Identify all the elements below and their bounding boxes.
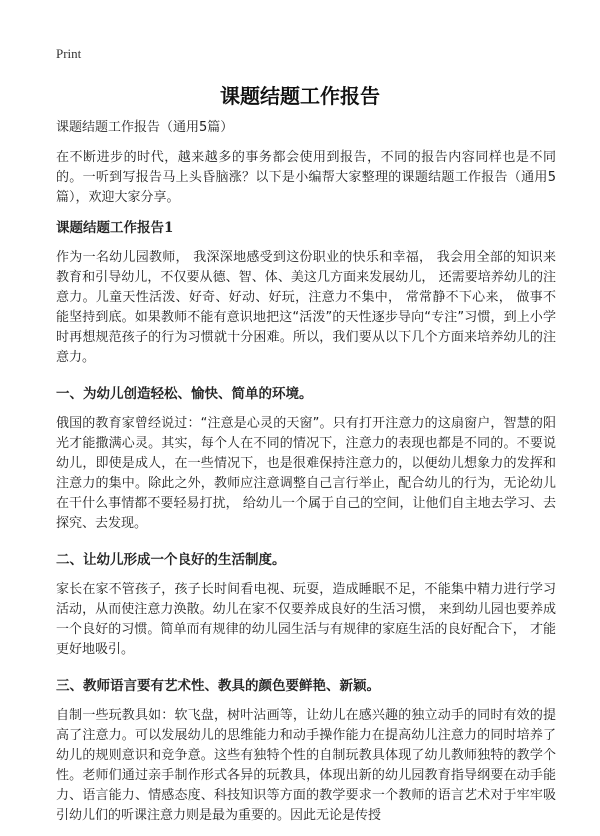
report-heading: 课题结题工作报告1 bbox=[56, 220, 174, 236]
section-1-paragraph: 俄国的教育家曾经说过：“注意是心灵的天窗”。只有打开注意力的这扇窗户，智慧的阳光才能撒满心灵。其实，每个人在不同的情况下，注意力的表现也都是不同的。不要说幼儿，即使是成人，在一些情况下，也是很难保持注意力的，以便幼儿想象力的发挥和注意力的集中。除此之外，教师应注意调整自己言行举止，配合幼儿的行为，无论幼儿在干什么事情都不要轻易打扰， 给幼儿一个属于自己的空间，让他们自主地去学习、去探究、去发现。 bbox=[56, 416, 556, 531]
section-3-paragraph: 自制一些玩教具如：软飞盘，树叶沾画等，让幼儿在感兴趣的独立动手的同时有效的提高了注意力。可以发展幼儿的思维能力和动手操作能力在提高幼儿注意力的同时培养了 幼儿的规则意识和竞争意。这些有独特个性的自制玩教具体现了幼儿教师独特的教学个性。老师们通过亲手制作形式各异的玩教具，体现出新的幼儿园教育指导纲要在动手能力、语言能力、情感态度、科技知识等方面的教学要求一个教师的语言艺术对于牢牢吸引幼儿们的听课注意力则是最为重要的。因此无论是传授 bbox=[56, 708, 556, 823]
section-1-heading: 一、为幼儿创造轻松、愉快、简单的环境。 bbox=[56, 386, 313, 402]
section-2-heading: 二、让幼儿形成一个良好的生活制度。 bbox=[56, 552, 286, 568]
section-3-heading: 三、教师语言要有艺术性、教具的颜色要鲜艳、新颖。 bbox=[56, 678, 380, 694]
document-body bbox=[56, 118, 556, 836]
page-title: 课题结题工作报告 bbox=[220, 84, 380, 108]
print-link[interactable]: Print bbox=[56, 46, 82, 61]
report-paragraph: 作为一名幼儿园教师， 我深深地感受到这份职业的快乐和幸福， 我会用全部的知识来教育和引导幼儿，不仅要从德、智、体、美这几方面来发展幼儿， 还需要培养幼儿的注意力。儿童天性活泼、好奇、好动、好玩，注意力不集中， 常常静不下心来， 做事不能坚持到底。如果教师不能有意识地把这“活泼”的天性逐步导向“专注”习惯，到上小学时再想规范孩子的行为习惯就十分困难。所以，我们要从以下几个方面来培养幼儿的注意力。 bbox=[56, 250, 556, 365]
document-subtitle: 课题结题工作报告（通用5篇） bbox=[56, 120, 234, 135]
section-2-paragraph: 家长在家不管孩子，孩子长时间看电视、玩耍，造成睡眠不足，不能集中精力进行学习活动，从而使注意力涣散。幼儿在家不仅要养成良好的生活习惯， 来到幼儿园也要养成一个良好的习惯。简单而有规律的幼儿园生活与有规律的家庭生活的良好配合下， 才能更好地吸引。 bbox=[56, 582, 556, 657]
intro-paragraph: 在不断进步的时代，越来越多的事务都会使用到报告，不同的报告内容同样也是不同的。一听到写报告马上头昏脑涨？以下是小编帮大家整理的课题结题工作报告（通用5篇），欢迎大家分享。 bbox=[56, 150, 556, 205]
